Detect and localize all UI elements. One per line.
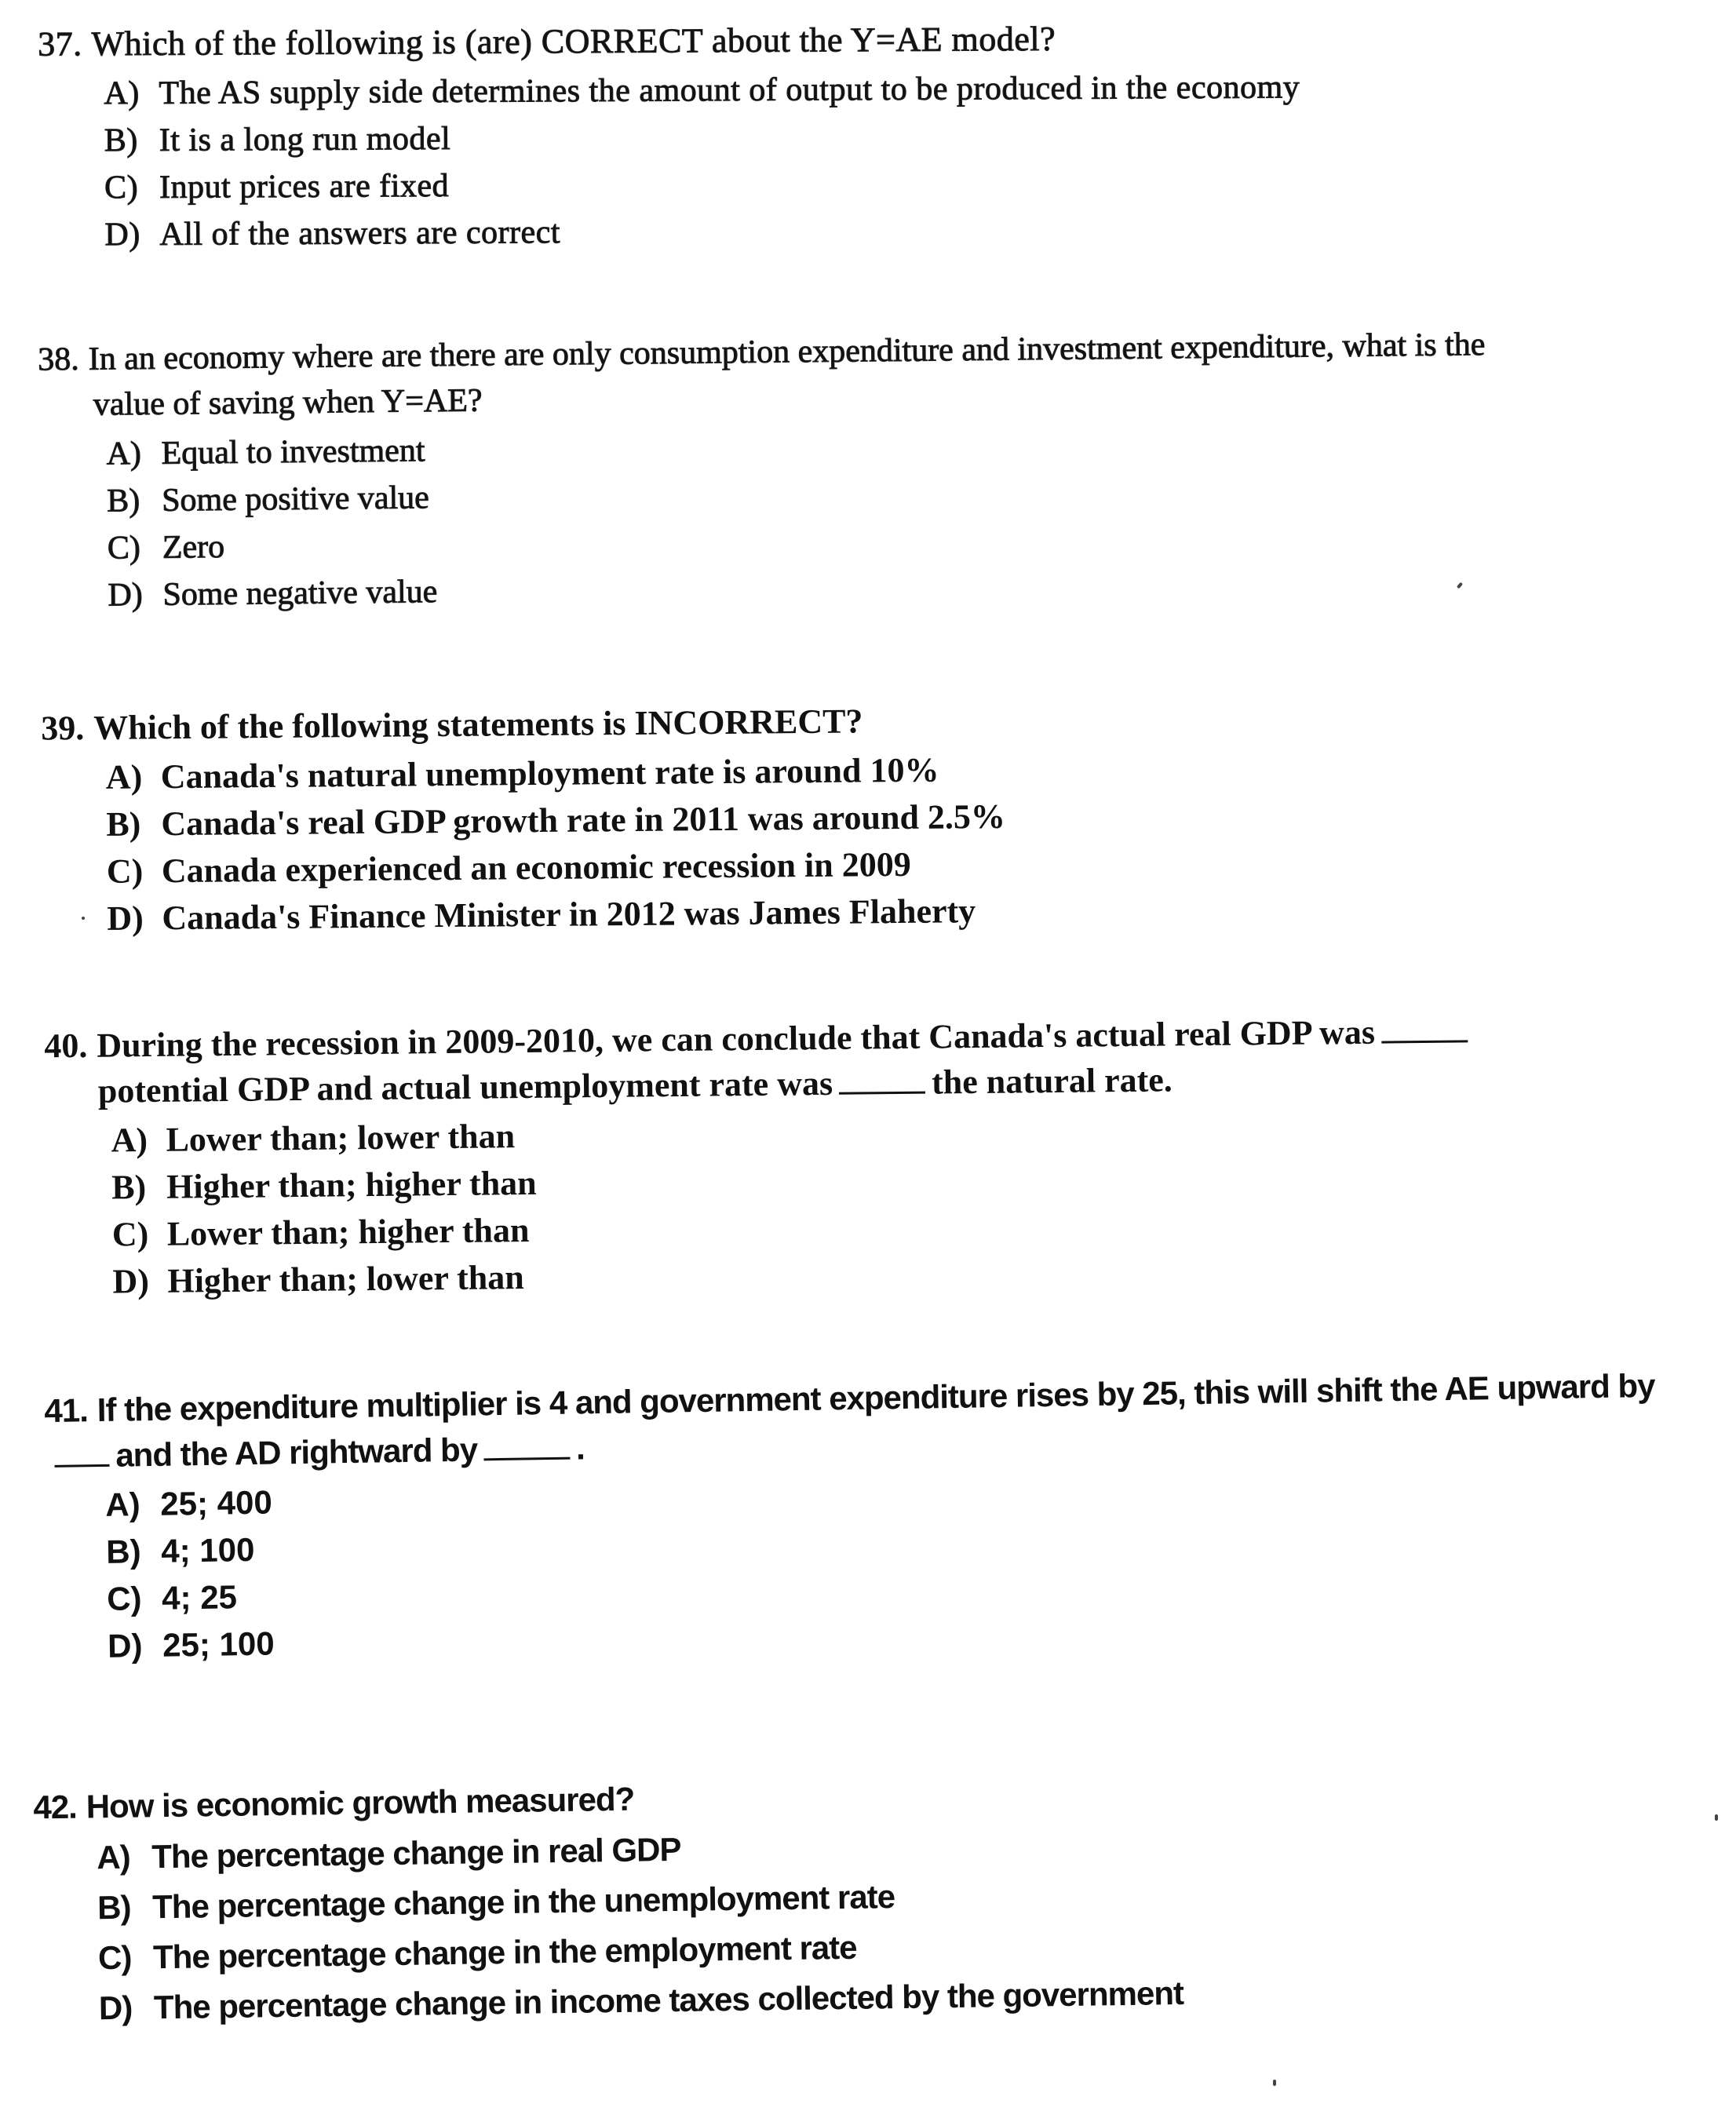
question-stem — [0, 13, 1736, 67]
question-number: 37. — [38, 24, 82, 64]
question-text-line-2b: the natural rate. — [931, 1060, 1173, 1102]
option-text: Canada experienced an economic recession in 2009 — [161, 844, 911, 891]
question-text: How is economic growth measured? — [86, 1780, 635, 1825]
option-letter: A) — [111, 1121, 148, 1160]
option-list — [2, 1456, 1736, 1672]
answer-blank — [839, 1063, 925, 1095]
option-text: Some positive value — [161, 479, 430, 519]
option-letter: D) — [104, 217, 140, 253]
scan-speck — [1715, 1814, 1718, 1821]
option-text: The percentage change in the employment rate — [152, 1928, 857, 1976]
option-letter: A) — [104, 1486, 141, 1523]
option-text: 4; 100 — [160, 1530, 255, 1570]
scan-speck — [1273, 2080, 1276, 2086]
question-text: Which of the following is (are) CORRECT about the Y=AE model? — [91, 19, 1056, 64]
option-a[interactable] — [47, 61, 1736, 117]
option-letter: B) — [105, 1533, 141, 1570]
option-text: Canada's real GDP growth rate in 2011 was around 2.5% — [161, 797, 1006, 844]
option-list — [1, 740, 1736, 943]
answer-blank — [54, 1436, 110, 1468]
option-text: Lower than; lower than — [166, 1117, 516, 1159]
question-37 — [0, 13, 1736, 259]
option-text: Input prices are fixed — [159, 168, 450, 206]
question-39 — [0, 691, 1736, 943]
option-text: 25; 400 — [159, 1483, 273, 1522]
question-text-line-2: value of saving when Y=AE? — [93, 382, 483, 423]
option-b[interactable] — [48, 108, 1736, 164]
option-list — [1, 414, 1736, 620]
scan-speck — [82, 917, 85, 920]
option-letter: B) — [106, 804, 141, 844]
option-letter: D) — [112, 1262, 150, 1301]
option-text: 25; 100 — [162, 1624, 275, 1664]
option-letter: C) — [106, 851, 144, 891]
option-text: Zero — [162, 529, 225, 566]
option-letter: D) — [98, 1989, 133, 2027]
question-42 — [0, 1761, 1736, 2035]
question-number: 38. — [38, 341, 80, 378]
option-text: The percentage change in real GDP — [151, 1830, 681, 1876]
option-list — [1, 1100, 1736, 1307]
option-letter: B) — [106, 483, 140, 520]
option-text: Lower than; higher than — [166, 1210, 530, 1253]
question-text-line-1: If the expenditure multiplier is 4 and government expenditure rises by 25, this will shift the AE upward by — [97, 1366, 1655, 1429]
option-c[interactable] — [48, 155, 1736, 211]
option-letter: C) — [106, 1580, 142, 1617]
option-text: The percentage change in income taxes collected by the government — [153, 1974, 1184, 2026]
option-d[interactable] — [48, 202, 1736, 258]
option-letter: A) — [106, 436, 142, 472]
question-number: 39. — [41, 709, 85, 748]
option-letter: C) — [111, 1215, 149, 1254]
option-letter: D) — [107, 1627, 143, 1664]
question-stem — [0, 1006, 1736, 1115]
question-text-line-2a: potential GDP and actual unemployment rate was — [97, 1063, 833, 1110]
question-text-line-1: In an economy where are there are only consumption expenditure and investment expenditure, what is the — [88, 326, 1486, 377]
option-text: The percentage change in the unemployment rate — [151, 1878, 895, 1926]
question-38 — [0, 319, 1736, 620]
option-letter: C) — [104, 170, 139, 206]
option-letter: D) — [107, 899, 144, 938]
option-letter: C) — [97, 1938, 132, 1977]
option-list — [0, 61, 1736, 259]
option-list — [1, 1810, 1736, 2035]
question-text: Which of the following statements is INCORRECT? — [93, 702, 863, 747]
option-text: It is a long run model — [159, 120, 451, 159]
option-letter: A) — [96, 1838, 130, 1876]
option-text: Higher than; lower than — [167, 1258, 524, 1300]
option-text: The AS supply side determines the amount of output to be produced in the economy — [159, 69, 1300, 111]
option-text: Canada's natural unemployment rate is around 10% — [160, 750, 939, 797]
question-text-end: . — [575, 1429, 585, 1467]
question-40 — [0, 1006, 1736, 1307]
option-text: Higher than; higher than — [166, 1163, 537, 1206]
question-number: 40. — [44, 1026, 88, 1066]
option-letter: A) — [104, 75, 140, 112]
option-letter: B) — [97, 1888, 131, 1927]
question-41 — [0, 1362, 1736, 1672]
option-letter: C) — [107, 530, 141, 567]
question-stem — [0, 319, 1736, 428]
option-text: 4; 25 — [161, 1578, 238, 1617]
answer-blank — [1381, 1012, 1468, 1043]
answer-blank — [483, 1429, 571, 1461]
option-letter: B) — [111, 1168, 147, 1207]
option-letter: D) — [108, 577, 144, 614]
question-text-line-1: During the recession in 2009-2010, we can conclude that Canada's actual real GDP was — [97, 1012, 1376, 1065]
option-letter: A) — [105, 757, 143, 797]
option-text: Equal to investment — [161, 432, 425, 472]
option-text: Canada's Finance Minister in 2012 was James Flaherty — [162, 891, 976, 938]
question-number: 41. — [44, 1391, 89, 1430]
option-letter: B) — [104, 122, 138, 159]
option-text: All of the answers are correct — [159, 214, 561, 253]
question-number: 42. — [33, 1788, 78, 1826]
question-text-line-2a: and the AD rightward by — [115, 1431, 478, 1474]
option-text: Some negative value — [162, 574, 438, 613]
